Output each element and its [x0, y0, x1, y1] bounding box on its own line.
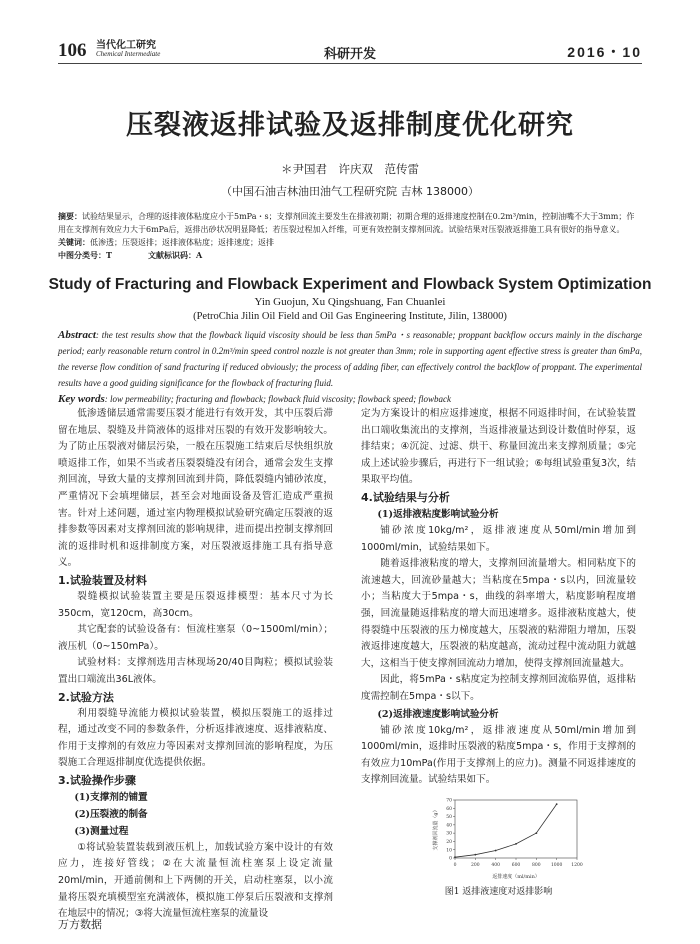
data-point — [556, 803, 558, 805]
data-point — [495, 850, 497, 852]
subheading-3-1: (1)支撑剂的铺置 — [74, 791, 148, 803]
s2-paragraph-1: 利用裂缝导流能力模拟试验装置，模拟压裂施工的返排过程，通过改变不同的参数条件，分析返排液速度、返排液粘度、作用于支撑剂的有效应力等因素对支撑剂回流的影响程度，为压裂施工合理返排制度优选提供依据。 — [58, 707, 333, 769]
s4-paragraph-1: 铺砂浓度10kg/m²，返排液速度从50ml/min增加到1000ml/min，试验结果如下。 — [361, 524, 636, 553]
y-tick-label: 0 — [449, 856, 452, 862]
english-abstract-text: : the test results show that the flowback liquid viscosity should be less than 5mPa・s reasonable; proppant backflow occurs mainly in the discharge period; early reasonable return control in 0.2m³/min speed control nozzle is not greater than 3mm; role in supporting agent effective stress is greater than 6mPa, the reverse flow condition of sand fracturing if reduced obviously; the process of adding fiber, can effectively control the backflow of proppant. The experimental results have a good guiding significance for the flowback of fracturing fluid. — [58, 330, 642, 388]
series-line — [455, 804, 557, 857]
doc-value: A — [195, 250, 203, 260]
x-tick-label: 1200 — [571, 863, 583, 868]
x-tick-label: 0 — [453, 863, 457, 868]
x-tick-label: 800 — [532, 863, 541, 868]
section-heading-4: 4.试验结果与分析 — [361, 490, 450, 504]
abstract-cn — [58, 210, 642, 262]
x-tick-label: 600 — [511, 863, 521, 868]
english-authors: Yin Guojun, Xu Qingshuang, Fan Chuanlei — [254, 296, 446, 308]
class-value: T — [106, 250, 112, 260]
authors: ＊尹国君 许庆双 范传雷 — [281, 162, 419, 176]
s4-paragraph-4: 铺砂浓度10kg/m²，返排液速度从50ml/min增加到1000ml/min，返排时压裂液的粘度5mpa・s，作用于支撑剂的有效应力10mPa(作用于支撑剂上的应力)。测量不同返排速度的支撑剂回流量。试验结果如下。 — [361, 724, 636, 786]
y-tick-label: 70 — [446, 798, 452, 804]
english-abstract-label: Abstract — [58, 329, 96, 341]
x-axis-label: 返排速度（ml/min） — [492, 874, 540, 880]
english-keywords-text: : low permeability; fracturing and flowback; flowback fluid viscosity; flowback speed; flowback — [104, 394, 451, 404]
doc-label: 文献标识码： — [147, 250, 196, 260]
data-point — [454, 856, 456, 858]
subheading-4-1: (1)返排液粘度影响试验分析 — [377, 508, 499, 520]
s1-paragraph-2: 其它配套的试验设备有：恒流柱塞泵（0~1500ml/min）；液压机（0~150mPa）。 — [58, 624, 333, 652]
paper-title: 压裂液返排试验及返排制度优化研究 — [126, 110, 574, 141]
y-axis-label: 支撑剂回流量（g） — [433, 807, 439, 851]
section-heading-3: 3.试验操作步骤 — [58, 773, 136, 787]
s4-paragraph-3: 因此，将5mPa・s粘度定为控制支撑剂回流临界值，返排粘度需控制在5mpa・s以下。 — [361, 674, 636, 702]
data-point — [474, 854, 476, 856]
english-keywords-label: Key words — [58, 393, 105, 405]
keywords-text: 低渗透；压裂返排；返排液体粘度；返排速度；返排 — [90, 238, 274, 247]
subheading-3-3: (3)测量过程 — [74, 825, 129, 837]
body-right-column — [361, 406, 636, 789]
journal-name-en: Chemical Intermediate — [96, 50, 161, 58]
abstract-label: 摘要： — [58, 211, 82, 221]
s1-paragraph-3: 试验材料：支撑剂选用吉林现场20/40目陶粒；模拟试验装置出口端流出36L液体。 — [58, 657, 333, 685]
y-tick-label: 40 — [446, 823, 452, 829]
x-tick-label: 200 — [471, 863, 480, 868]
abstract-text: 试验结果显示，合理的返排液体粘度应小于5mPa・s；支撑剂回流主要发生在排液初期；初期合理的返排速度控制在0.2m³/min，控制油嘴不大于3mm；作用在支撑剂有效应力大于6mPa后，返排出砂状况明显降低；若压裂过程加入纤维，可更有效控制支撑剂回流。试验结果对压裂液返排施工具有很好的指导意义。 — [58, 212, 635, 234]
subheading-3-2: (2)压裂液的制备 — [74, 808, 148, 820]
page-number: 106 — [58, 40, 87, 61]
y-tick-label: 20 — [446, 840, 452, 846]
line-chart — [427, 796, 597, 884]
affiliation: （中国石油吉林油田油气工程研究院 吉林 138000） — [221, 185, 479, 198]
s4-paragraph-2: 随着返排液粘度的增大，支撑剂回流量增大。相同粘度下的流速越大，回流砂量越大；当粘度在5mpa・s以内，回流量较小；当粘度大于5mpa・s，曲线的斜率增大，粘度影响程度增强，回流量随返排粘度的增大而迅速增多。返排液粘度越大，使得裂缝中压裂液的压力梯度越大，压裂液的粘滞阻力增加，压裂液返排速度越大，压裂液的粘度越高，流动过程中流动阻力就越大，这相当于使支撑剂回流动力增加，使得支撑剂回流量越大。 — [361, 558, 636, 669]
figure-caption: 图1 返排液速度对返排影响 — [444, 887, 553, 897]
body-left-column — [58, 406, 333, 923]
r-paragraph-1: 定为方案设计的相应返排速度，根据不同返排时间，在试验装置出口端收集流出的支撑剂，当返排液量达到设计数值时停泵，返排结束；④沉淀、过滤、烘干、称量回流出来支撑剂质量；⑤完成上述试验步骤后，再进行下一组试验；⑥每组试验重复3次，结果取平均值。 — [361, 408, 636, 486]
header-rule — [58, 63, 642, 64]
y-tick-label: 30 — [446, 831, 452, 837]
data-point — [535, 832, 537, 834]
class-label: 中图分类号： — [58, 250, 106, 260]
intro-paragraph: 低渗透储层通常需要压裂才能进行有效开发，其中压裂后滞留在地层、裂缝及井筒液体的返排对压裂的有效开发影响较大。为了防止压裂液对储层污染，一般在压裂施工结束后尽快组织放喷返排工作，如果不当或者压裂裂缝没有闭合，通常会发生支撑剂回流，导致大量的支撑剂回流到井筒，降低裂缝内铺砂浓度，严重情况下会填埋储层，甚至会对地面设备及管汇造成严重损害。针对上述问题，通过室内物理模拟试验研究确定压裂液的返排参数等因素对支撑剂回流的影响规律，进而提出控制支撑剂回流的返排时机和返排制度方案，对压裂液返排施工具有指导意义。 — [58, 408, 333, 569]
x-tick-label: 1000 — [550, 863, 563, 868]
issue-label: 2016・10 — [567, 44, 642, 60]
x-tick-label: 400 — [491, 863, 500, 868]
english-affiliation: (PetroChia Jilin Oil Field and Oil Gas Engineering Institute, Jilin, 138000) — [193, 311, 507, 322]
plot-frame — [455, 800, 577, 858]
y-tick-label: 50 — [446, 815, 452, 821]
data-point — [515, 843, 517, 845]
s3-paragraph-1: ①将试验装置装载到液压机上，加载试验方案中设计的有效应力，连接好管线；②在大流量恒流柱塞泵上设定流量20ml/min，开通前侧和上下两侧的开关，启动柱塞泵，以小流量将压裂充填模型室充满液体，模拟施工停泵后压裂液和支撑剂在地层中的情况；③将大流量恒流柱塞泵的流量设 — [58, 841, 333, 920]
section-heading-1: 1.试验装置及材料 — [58, 573, 147, 587]
s1-paragraph-1: 裂缝模拟试验装置主要是压裂返排模型：基本尺寸为长350cm，宽120cm，高30cm。 — [58, 590, 333, 619]
english-abstract — [58, 327, 642, 407]
keywords-label: 关键词： — [58, 237, 90, 247]
subheading-4-2: (2)返排液速度影响试验分析 — [377, 708, 499, 720]
section-heading-2: 2.试验方法 — [58, 690, 114, 704]
section-label: 科研开发 — [323, 47, 376, 62]
y-tick-label: 10 — [446, 848, 452, 854]
footer-watermark: 万方数据 — [58, 918, 102, 931]
english-title: Study of Fracturing and Flowback Experiment and Flowback System Optimization — [48, 276, 652, 293]
y-tick-label: 60 — [446, 806, 452, 812]
journal-name-cn: 当代化工研究 — [96, 40, 156, 51]
